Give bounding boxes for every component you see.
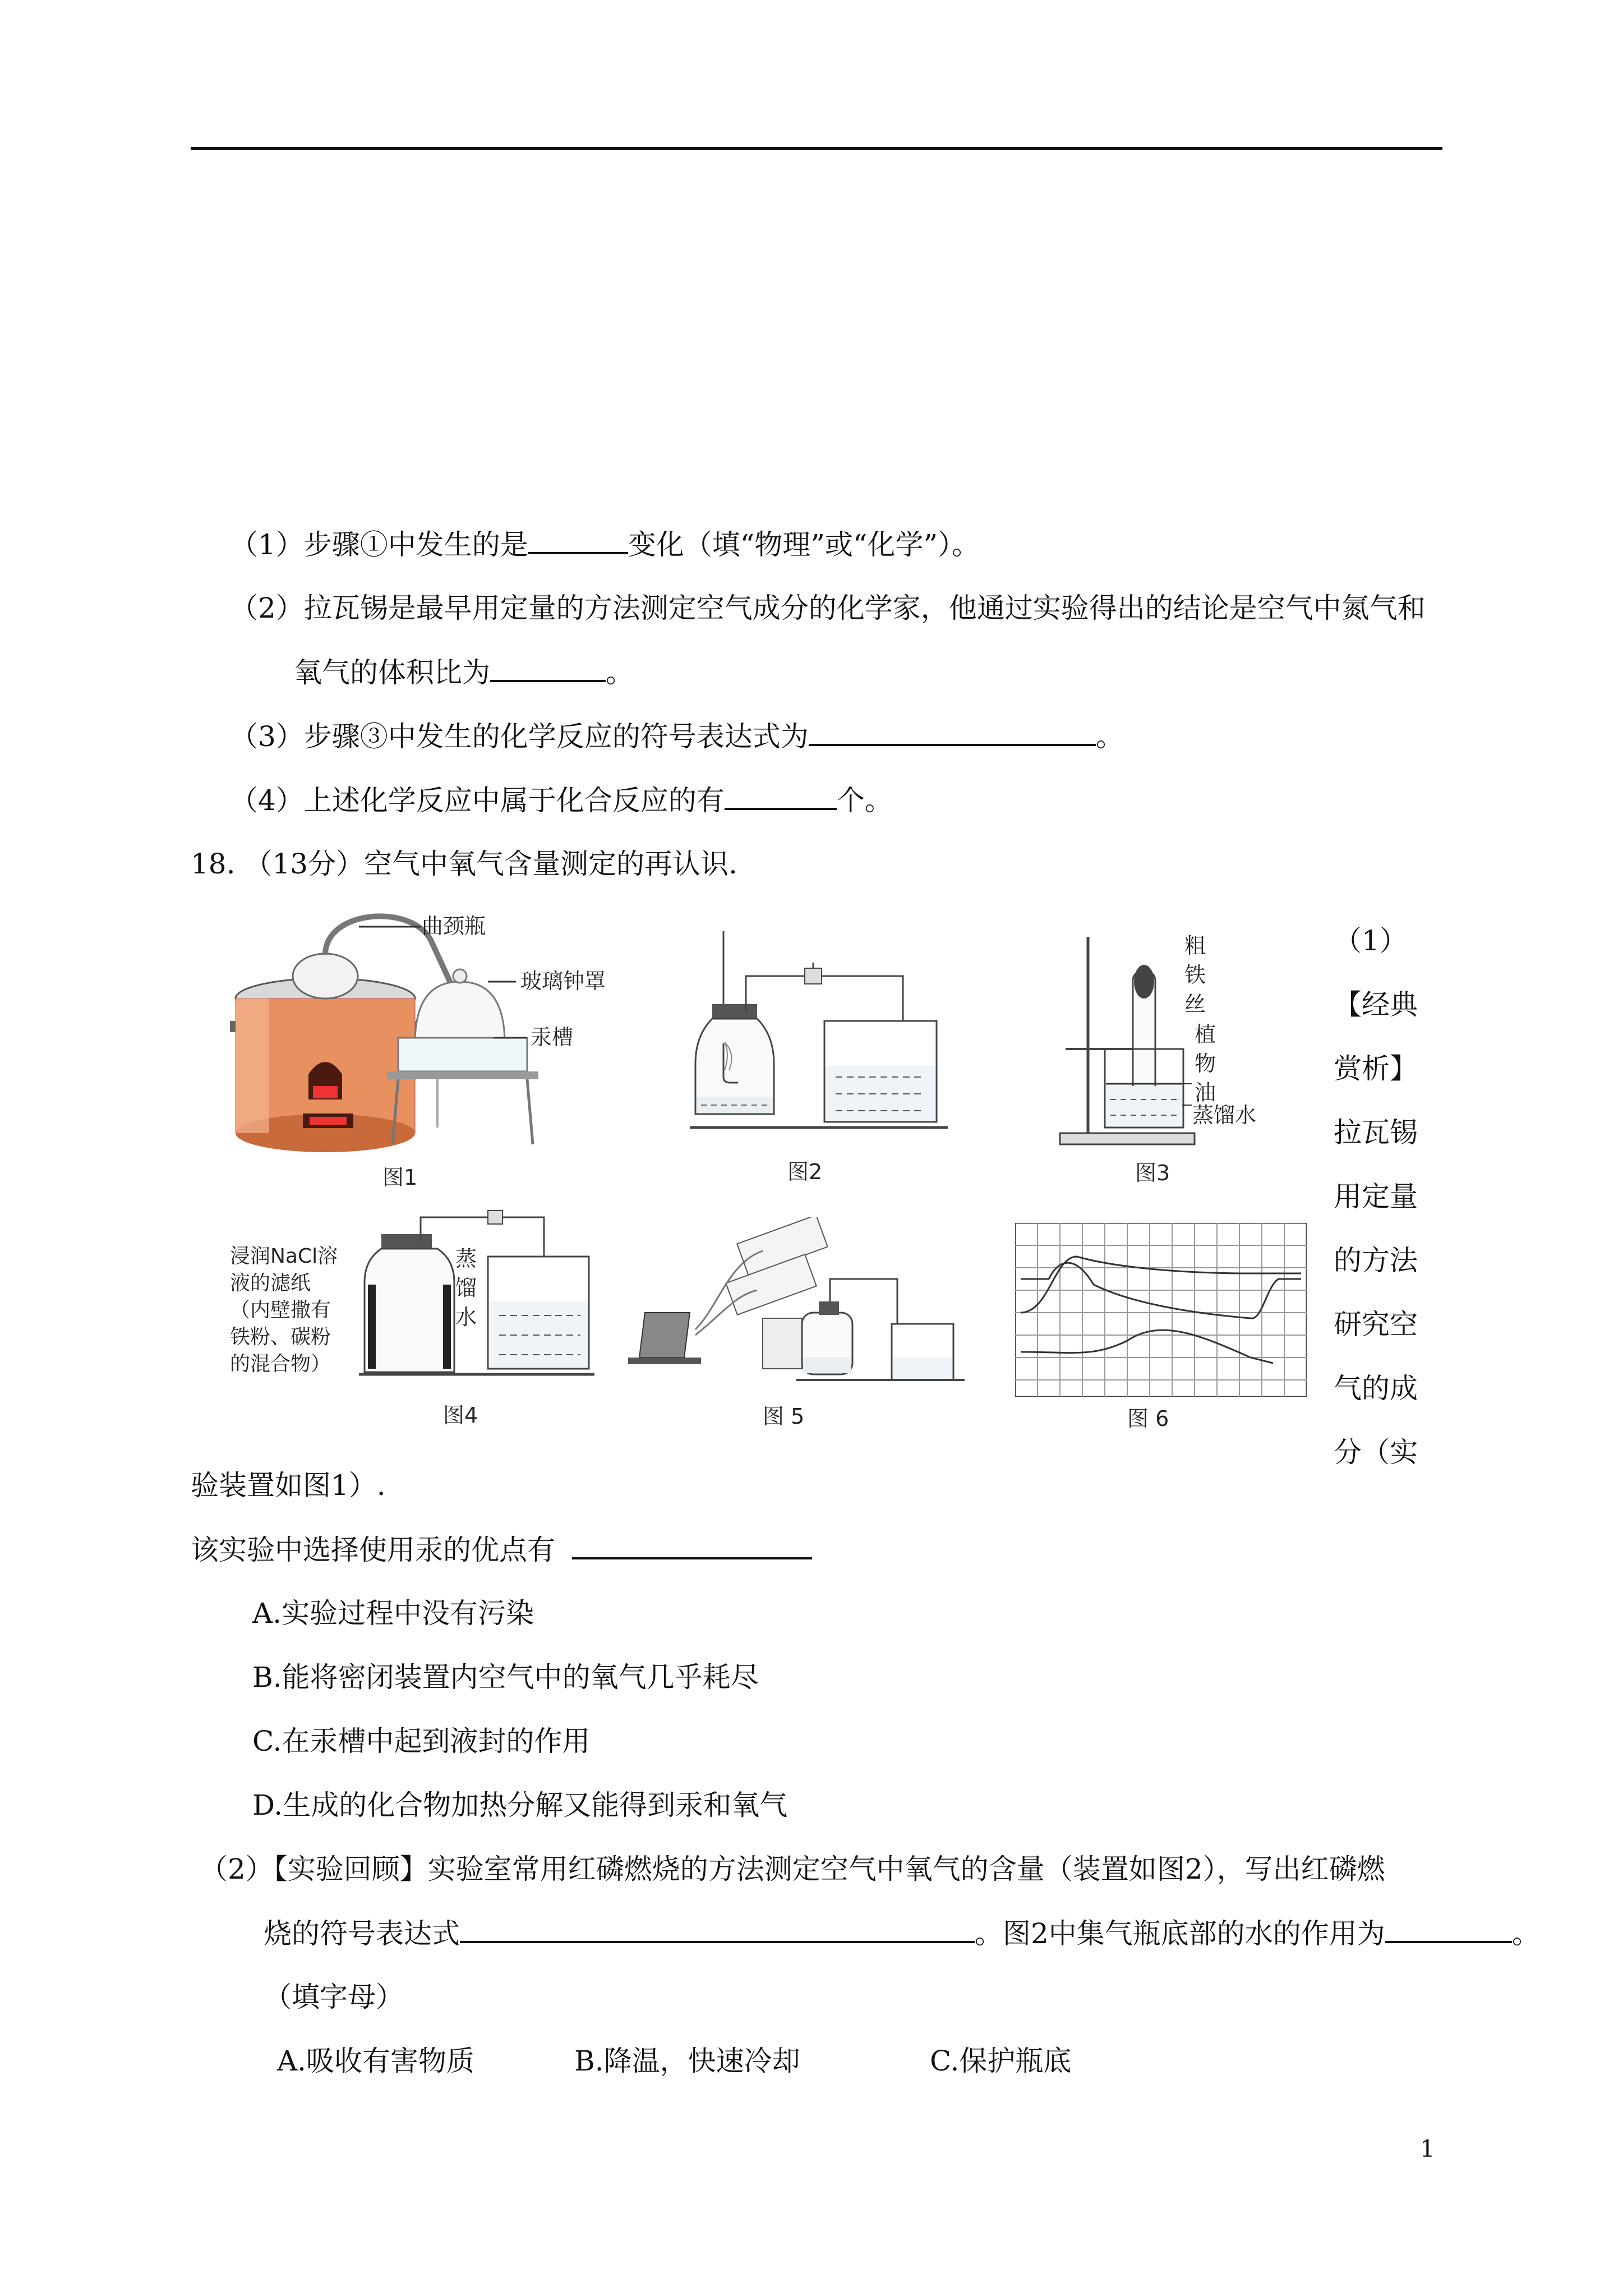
fig3-caption: 图3 <box>1135 1161 1170 1185</box>
side-text-line: 的方法 <box>1334 1244 1418 1277</box>
answer-blank <box>490 655 606 682</box>
figure-6 <box>1015 1223 1307 1397</box>
q18-part2-hint: （填字母） <box>264 1981 404 2013</box>
answer-blank <box>460 1916 975 1943</box>
q18-part2-option-c: C.保护瓶底 <box>930 2045 1072 2077</box>
answer-blank <box>725 783 837 810</box>
side-text-line: 拉瓦锡 <box>1334 1116 1418 1149</box>
side-text-line: 研究空 <box>1334 1308 1418 1341</box>
side-text-line: （1） <box>1334 924 1408 957</box>
fig4-label-line: 的混合物） <box>230 1352 331 1375</box>
q18-title: 18. （13分）空气中氧气含量测定的再认识. <box>191 848 737 880</box>
fig3-label-water: 蒸馏水 <box>1192 1103 1257 1128</box>
q18-part2-line2 <box>264 1916 1540 1950</box>
q18-part2-line1: （2）【实验回顾】实验室常用红磷燃烧的方法测定空气中氧气的含量（装置如图2），写出红磷燃 <box>200 1853 1385 1885</box>
q17-part3-text-a: （3）步骤③中发生的化学反应的符号表达式为 <box>230 720 809 753</box>
fig4-caption: 图4 <box>443 1403 478 1428</box>
answer-blank <box>809 719 1096 746</box>
fig4-label-line: （内壁撒有 <box>230 1299 331 1322</box>
page-number: 1 <box>1420 2135 1435 2162</box>
q18-part1-prompt <box>191 1533 812 1567</box>
q18-part2-text-d: 。 <box>1511 1917 1540 1950</box>
option-c: C.在汞槽中起到液封的作用 <box>252 1725 591 1757</box>
side-text-line: 分（实 <box>1334 1436 1418 1469</box>
fig1-caption: 图1 <box>382 1165 418 1190</box>
side-text-line: 气的成 <box>1334 1372 1418 1405</box>
fig1-label-bell-jar: 玻璃钟罩 <box>520 969 606 993</box>
q18-part1-prompt-text: 该实验中选择使用汞的优点有 <box>191 1534 555 1566</box>
figure-2 <box>690 931 948 1144</box>
fig4-label-filter-paper <box>230 1243 338 1378</box>
q18-part2-text-b: 烧的符号表达式 <box>264 1917 460 1950</box>
side-text-line: 用定量 <box>1334 1180 1418 1213</box>
q17-part4-text-a: （4）上述化学反应中属于化合反应的有 <box>230 784 725 817</box>
q18-part2-option-b: B.降温，快速冷却 <box>574 2045 800 2077</box>
figure-1 <box>230 903 544 1161</box>
fig6-caption: 图 6 <box>1127 1406 1169 1431</box>
q17-part4 <box>230 783 893 817</box>
fig3-label-oil: 植物油 <box>1195 1022 1216 1105</box>
answer-blank <box>528 527 628 554</box>
figure-5 <box>628 1217 965 1391</box>
q17-part4-text-b: 个。 <box>836 784 893 817</box>
q18-part2-text-c: 。图2中集气瓶底部的水的作用为 <box>975 1917 1385 1950</box>
q18-side-text <box>1334 909 1423 1484</box>
option-d: D.生成的化合物加热分解又能得到汞和氧气 <box>252 1789 788 1821</box>
q18-part2-option-a: A.吸收有害物质 <box>277 2045 475 2077</box>
q17-part2-line1: （2）拉瓦锡是最早用定量的方法测定空气成分的化学家，他通过实验得出的结论是空气中氮气和 <box>230 592 1426 624</box>
lavoisier-apparatus-drawing <box>230 903 544 1161</box>
q17-part2-text-b: 氧气的体积比为 <box>294 656 490 689</box>
answer-blank <box>572 1533 812 1559</box>
fig3-label-iron-wire: 粗铁丝 <box>1184 933 1206 1016</box>
q17-part2-text-c: 。 <box>606 656 634 689</box>
q18-part1-continued: 验装置如图1）. <box>191 1469 386 1502</box>
fig4-label-line: 液的滤纸 <box>230 1272 311 1295</box>
fig1-label-retort: 曲颈瓶 <box>422 914 486 938</box>
sensor-apparatus-drawing <box>628 1217 965 1391</box>
fig2-caption: 图2 <box>787 1159 823 1184</box>
side-text-line: 【经典 <box>1334 988 1418 1021</box>
q17-part1 <box>230 527 980 562</box>
fig5-caption: 图 5 <box>763 1404 805 1429</box>
side-text-line: 赏析】 <box>1334 1052 1418 1085</box>
fig4-label-line: 浸润NaCl溶 <box>230 1245 338 1268</box>
fig4-label-line: 铁粉、碳粉 <box>230 1326 331 1349</box>
q17-part3 <box>230 719 1124 753</box>
option-b: B.能将密闭装置内空气中的氧气几乎耗尽 <box>252 1661 759 1694</box>
q17-part1-text-b: 变化（填“物理”或“化学”）。 <box>628 528 980 561</box>
option-a: A.实验过程中没有污染 <box>252 1597 534 1630</box>
fig4-label-water: 蒸馏水 <box>455 1246 477 1329</box>
q17-part2-line2 <box>294 655 634 689</box>
answer-blank <box>1385 1916 1512 1943</box>
header-rule <box>191 147 1442 150</box>
fig1-label-mercury-trough: 汞槽 <box>531 1025 574 1050</box>
sensor-curves-grid <box>1015 1223 1307 1397</box>
q17-part3-text-b: 。 <box>1095 720 1124 753</box>
red-phosphorus-apparatus-drawing <box>690 931 948 1144</box>
q17-part1-text-a: （1）步骤①中发生的是 <box>230 528 528 561</box>
